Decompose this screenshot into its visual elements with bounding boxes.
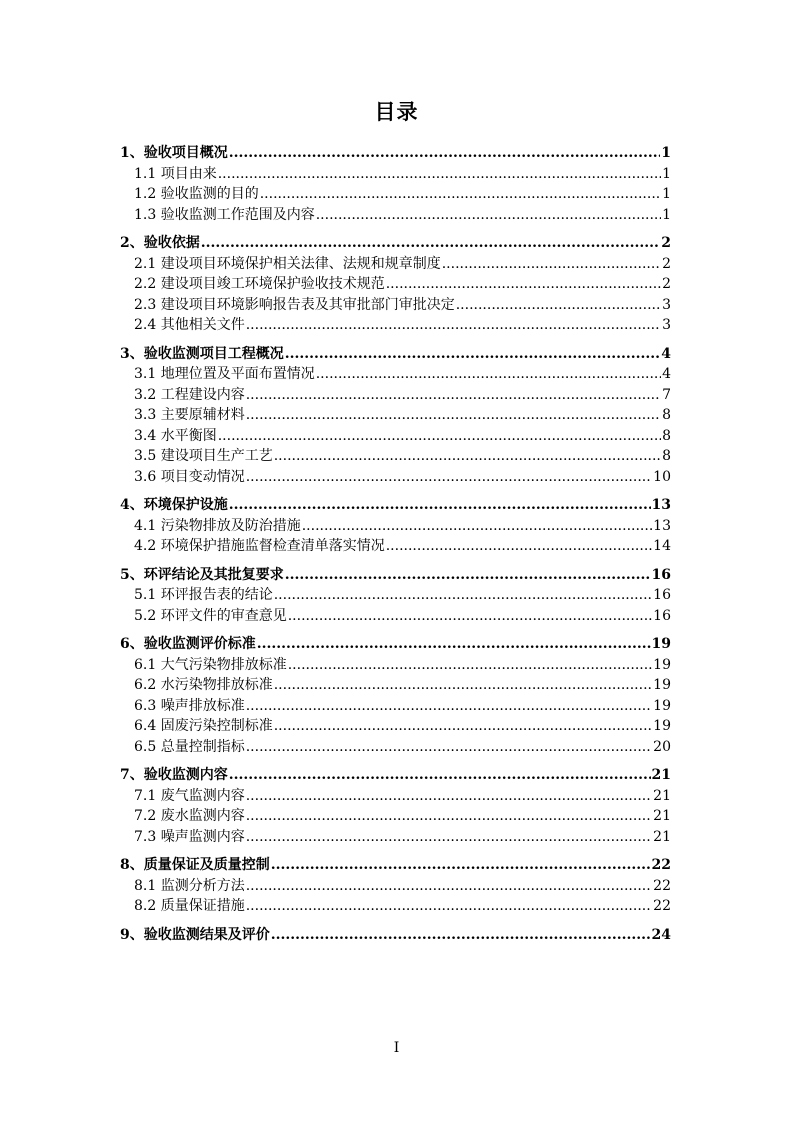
toc-entry-page-number: 20 (653, 738, 671, 755)
toc-dot-leader (288, 606, 652, 627)
toc-section-entry[interactable] (120, 786, 671, 807)
toc-entry-page-number: 1 (662, 206, 671, 223)
toc-entry-label: 3.4 水平衡图 (134, 427, 217, 444)
toc-chapter-entry[interactable] (120, 634, 671, 655)
toc-chapter-entry[interactable] (120, 344, 671, 365)
toc-dot-leader (218, 426, 661, 447)
toc-entry-page-number: 4 (661, 345, 671, 362)
toc-entry-label: 7.2 废水监测内容 (134, 808, 245, 824)
toc-section-entry[interactable] (120, 806, 671, 827)
toc-entry-label: 6.1 大气污染物排放标准 (134, 656, 287, 673)
toc-entry-label: 3.6 项目变动情况 (134, 468, 245, 485)
toc-entry-label: 2、验收依据 (120, 235, 200, 251)
toc-section-entry[interactable] (120, 536, 671, 557)
toc-entry-label: 2.4 其他相关文件 (134, 317, 245, 333)
toc-entry-page-number: 8 (662, 448, 671, 464)
toc-section-entry[interactable] (120, 675, 671, 696)
toc-dot-leader (260, 184, 661, 205)
toc-chapter-entry[interactable] (120, 143, 671, 164)
toc-dot-leader (274, 675, 652, 696)
toc-entry-page-number: 19 (653, 677, 671, 693)
toc-entry-label: 6.2 水污染物排放标准 (134, 677, 273, 693)
toc-entry-page-number: 21 (651, 767, 671, 783)
toc-section-entry[interactable] (120, 446, 671, 467)
toc-section-entry[interactable] (120, 205, 671, 226)
toc-entry-label: 7、验收监测内容 (120, 767, 228, 783)
toc-dot-leader (218, 164, 661, 185)
toc-entry-label: 6.3 噪声排放标准 (134, 697, 245, 714)
toc-section-entry[interactable] (120, 295, 671, 316)
toc-entry-label: 1.2 验收监测的目的 (134, 186, 259, 202)
toc-entry-label: 5.1 环评报告表的结论 (134, 587, 273, 603)
toc-entry-label: 4.2 环境保护措施监督检查清单落实情况 (134, 538, 385, 554)
toc-chapter-entry[interactable] (120, 495, 671, 516)
toc-entry-page-number: 13 (651, 497, 671, 513)
toc-entry-label: 7.1 废气监测内容 (134, 787, 245, 804)
toc-entry-page-number: 4 (662, 366, 671, 382)
toc-dot-leader (246, 315, 661, 336)
toc-dot-leader (288, 655, 652, 676)
toc-section-entry[interactable] (120, 737, 671, 758)
toc-dot-leader (246, 737, 652, 758)
toc-dot-leader (271, 925, 651, 946)
toc-entry-label: 3.3 主要原辅材料 (134, 407, 245, 423)
toc-entry-page-number: 13 (653, 517, 671, 534)
toc-entry-page-number: 2 (662, 276, 671, 292)
toc-entry-page-number: 7 (662, 386, 671, 403)
toc-entry-page-number: 8 (662, 407, 671, 423)
toc-entry-page-number: 19 (653, 656, 671, 673)
toc-chapter-entry[interactable] (120, 565, 671, 586)
toc-entry-label: 3、验收监测项目工程概况 (120, 345, 284, 362)
toc-section-entry[interactable] (120, 274, 671, 295)
toc-entry-page-number: 19 (653, 718, 671, 734)
toc-section-entry[interactable] (120, 896, 671, 917)
toc-entry-page-number: 1 (662, 165, 671, 182)
toc-section-entry[interactable] (120, 426, 671, 447)
toc-dot-leader (257, 634, 651, 655)
toc-dot-leader (386, 536, 652, 557)
toc-entry-page-number: 19 (651, 636, 671, 652)
toc-entry-page-number: 2 (661, 235, 671, 251)
toc-dot-leader (229, 765, 651, 786)
toc-entry-page-number: 8 (662, 427, 671, 444)
toc-section-entry[interactable] (120, 405, 671, 426)
toc-entry-label: 2.3 建设项目环境影响报告表及其审批部门审批决定 (134, 296, 455, 313)
toc-entry-page-number: 3 (662, 317, 671, 333)
toc-section-entry[interactable] (120, 385, 671, 406)
toc-entry-label: 8、质量保证及质量控制 (120, 857, 270, 873)
table-of-contents (120, 143, 671, 945)
toc-entry-label: 5.2 环评文件的审查意见 (134, 607, 287, 624)
toc-section-entry[interactable] (120, 516, 671, 537)
toc-section-entry[interactable] (120, 184, 671, 205)
toc-dot-leader (386, 274, 661, 295)
toc-dot-leader (302, 516, 652, 537)
toc-entry-page-number: 24 (651, 926, 671, 943)
toc-section-entry[interactable] (120, 606, 671, 627)
toc-entry-page-number: 14 (653, 538, 671, 554)
toc-entry-label: 3.2 工程建设内容 (134, 386, 245, 403)
toc-entry-label: 4.1 污染物排放及防治措施 (134, 517, 301, 534)
toc-dot-leader (316, 205, 661, 226)
toc-entry-label: 3.5 建设项目生产工艺 (134, 448, 273, 464)
toc-dot-leader (271, 855, 651, 876)
toc-chapter-entry[interactable] (120, 925, 671, 946)
toc-entry-page-number: 21 (653, 808, 671, 824)
toc-entry-page-number: 19 (653, 697, 671, 714)
toc-entry-page-number: 16 (653, 607, 671, 624)
toc-dot-leader (274, 446, 661, 467)
toc-dot-leader (246, 696, 652, 717)
toc-dot-leader (246, 385, 661, 406)
toc-entry-page-number: 1 (661, 145, 671, 161)
toc-chapter-entry[interactable] (120, 765, 671, 786)
toc-entry-label: 6.5 总量控制指标 (134, 738, 245, 755)
toc-entry-page-number: 22 (653, 877, 671, 894)
toc-entry-page-number: 2 (662, 255, 671, 272)
toc-dot-leader (274, 585, 652, 606)
toc-entry-label: 2.2 建设项目竣工环境保护验收技术规范 (134, 276, 385, 292)
toc-entry-page-number: 22 (653, 898, 671, 914)
toc-section-entry[interactable] (120, 585, 671, 606)
toc-entry-label: 8.1 监测分析方法 (134, 877, 245, 894)
footer-page-number: I (393, 1040, 400, 1056)
toc-dot-leader (246, 806, 652, 827)
toc-entry-page-number: 10 (653, 468, 671, 485)
toc-dot-leader (229, 143, 661, 164)
toc-dot-leader (285, 565, 651, 586)
toc-dot-leader (456, 295, 661, 316)
toc-dot-leader (246, 405, 661, 426)
toc-entry-label: 7.3 噪声监测内容 (134, 828, 245, 845)
toc-entry-label: 1.1 项目由来 (134, 165, 217, 182)
toc-section-entry[interactable] (120, 254, 671, 275)
toc-section-entry[interactable] (120, 655, 671, 676)
toc-entry-label: 6.4 固废污染控制标准 (134, 718, 273, 734)
toc-section-entry[interactable] (120, 827, 671, 848)
toc-entry-label: 1、验收项目概况 (120, 145, 228, 161)
toc-section-entry[interactable] (120, 164, 671, 185)
toc-entry-label: 9、验收监测结果及评价 (120, 926, 270, 943)
toc-entry-label: 4、环境保护设施 (120, 497, 228, 513)
toc-dot-leader (246, 467, 652, 488)
toc-chapter-entry[interactable] (120, 233, 671, 254)
toc-entry-page-number: 1 (662, 186, 671, 202)
toc-entry-page-number: 21 (653, 828, 671, 845)
page-title: 目录 (374, 99, 419, 124)
toc-entry-page-number: 21 (653, 787, 671, 804)
toc-entry-label: 3.1 地理位置及平面布置情况 (134, 366, 315, 382)
toc-entry-page-number: 3 (662, 296, 671, 313)
toc-dot-leader (201, 233, 661, 254)
toc-dot-leader (316, 364, 661, 385)
toc-dot-leader (229, 495, 651, 516)
toc-dot-leader (285, 344, 661, 365)
toc-entry-page-number: 16 (651, 566, 671, 583)
toc-chapter-entry[interactable] (120, 855, 671, 876)
toc-dot-leader (442, 254, 661, 275)
toc-section-entry[interactable] (120, 876, 671, 897)
toc-dot-leader (246, 827, 652, 848)
toc-dot-leader (246, 786, 652, 807)
toc-entry-label: 5、环评结论及其批复要求 (120, 566, 284, 583)
toc-entry-label: 1.3 验收监测工作范围及内容 (134, 206, 315, 223)
toc-section-entry[interactable] (120, 364, 671, 385)
toc-dot-leader (274, 716, 652, 737)
toc-entry-label: 6、验收监测评价标准 (120, 636, 256, 652)
toc-section-entry[interactable] (120, 696, 671, 717)
toc-dot-leader (246, 876, 652, 897)
toc-entry-label: 8.2 质量保证措施 (134, 898, 245, 914)
toc-entry-label: 2.1 建设项目环境保护相关法律、法规和规章制度 (134, 255, 441, 272)
toc-dot-leader (246, 896, 652, 917)
toc-entry-page-number: 22 (651, 857, 671, 873)
toc-section-entry[interactable] (120, 716, 671, 737)
toc-section-entry[interactable] (120, 315, 671, 336)
toc-entry-page-number: 16 (653, 587, 671, 603)
toc-section-entry[interactable] (120, 467, 671, 488)
